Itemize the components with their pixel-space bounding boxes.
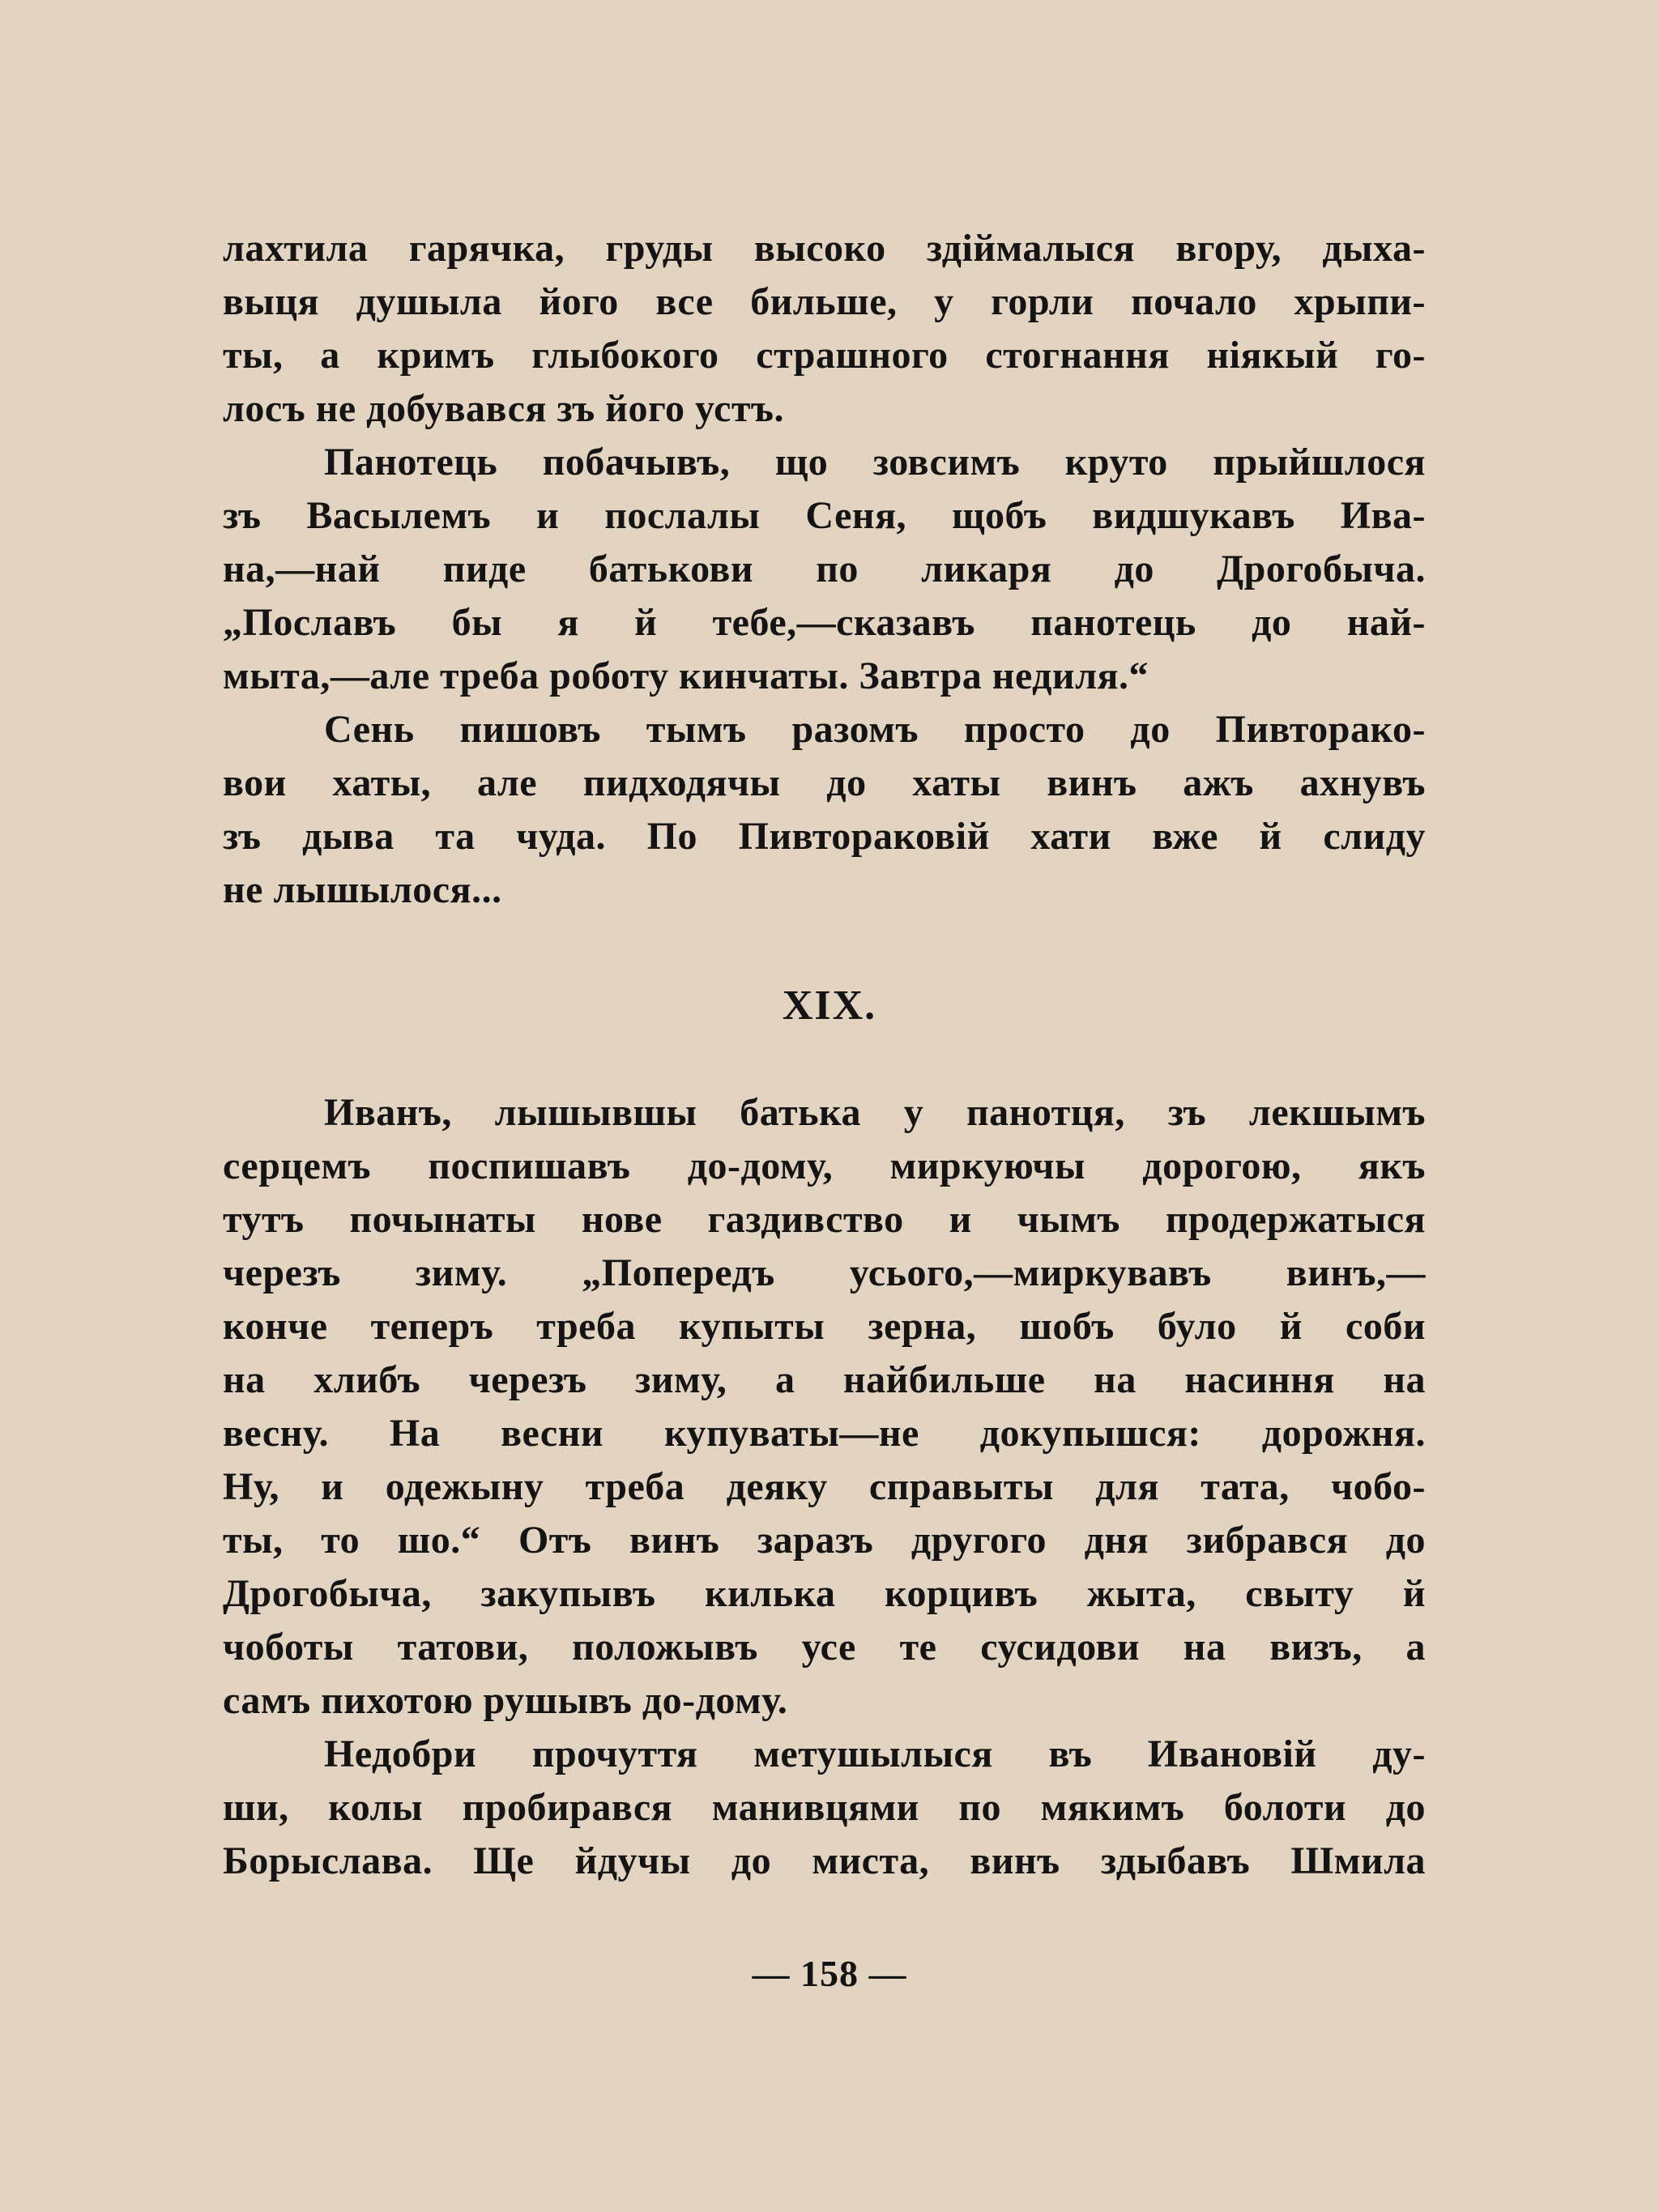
text-line: черезъ зиму. „Попередъ усього,—миркувавъ винъ,— xyxy=(223,1251,1426,1294)
text-line: конче теперъ треба купыты зерна, шобъ було й соби xyxy=(223,1305,1426,1348)
text-line: Сень пишовъ тымъ разомъ просто до Пивторако- xyxy=(324,708,1426,751)
text-section-top xyxy=(223,222,1426,917)
text-line: Панотець побачывъ, що зовсимъ круто прыйшлося xyxy=(324,441,1426,484)
text-line: Иванъ, лышывшы батька у панотця, зъ лекшымъ xyxy=(324,1091,1426,1134)
text-line: чоботы татови, положывъ усе те сусидови на визъ, а xyxy=(223,1626,1426,1669)
text-line: тутъ почынаты нове газдивство и чымъ продержатыся xyxy=(223,1198,1426,1241)
text-line: выця душыла його все бильше, у горли почало хрыпи- xyxy=(223,280,1426,323)
text-line: серцемъ поспишавъ до-дому, миркуючы дорогою, якъ xyxy=(223,1144,1426,1187)
text-line: Борыслава. Ще йдучы до миста, винъ здыбавъ Шмила xyxy=(223,1839,1426,1882)
text-section-bottom xyxy=(223,1086,1426,1888)
text-line: „Пославъ бы я й тебе,—сказавъ панотець до най- xyxy=(223,601,1426,644)
text-line: Дрогобыча, закупывъ килька корцивъ жыта, свыту й xyxy=(223,1572,1426,1615)
text-line: лосъ не добувався зъ його устъ. xyxy=(223,387,784,430)
text-line: Недобри прочуття метушылыся въ Ивановій ду- xyxy=(324,1733,1426,1775)
page-number: — 158 — xyxy=(752,1953,907,1994)
text-line: не лышылося... xyxy=(223,868,502,911)
text-line: ши, колы пробирався манивцями по мякимъ болоти до xyxy=(223,1786,1426,1829)
chapter-heading: XIX. xyxy=(782,982,877,1029)
text-line: самъ пихотою рушывъ до-дому. xyxy=(223,1679,788,1722)
text-line: лахтила гарячка, груды высоко здіймалыся вгору, дыха- xyxy=(223,227,1426,270)
text-line: на хлибъ черезъ зиму, а найбильше на насиння на xyxy=(223,1358,1426,1401)
text-line: зъ дыва та чуда. По Пивтораковій хати вже й слиду xyxy=(223,815,1426,858)
text-line: ты, а кримъ глыбокого страшного стогнання ніякый го- xyxy=(223,334,1426,377)
text-line: вои хаты, але пидходячы до хаты винъ ажъ ахнувъ xyxy=(223,761,1426,804)
text-line: на,—най пиде батькови по ликаря до Дрогобыча. xyxy=(223,548,1426,590)
text-line: зъ Васылемъ и послалы Сеня, щобъ видшукавъ Ива- xyxy=(223,494,1426,537)
text-line: Ну, и одежыну треба деяку справыты для тата, чобо- xyxy=(223,1465,1426,1508)
text-line: ты, то шо.“ Отъ винъ заразъ другого дня зибрався до xyxy=(223,1519,1426,1562)
text-line: мыта,—але треба роботу кинчаты. Завтра недиля.“ xyxy=(223,654,1149,697)
text-line: весну. На весни купуваты—не докупышся: дорожня. xyxy=(223,1412,1426,1455)
